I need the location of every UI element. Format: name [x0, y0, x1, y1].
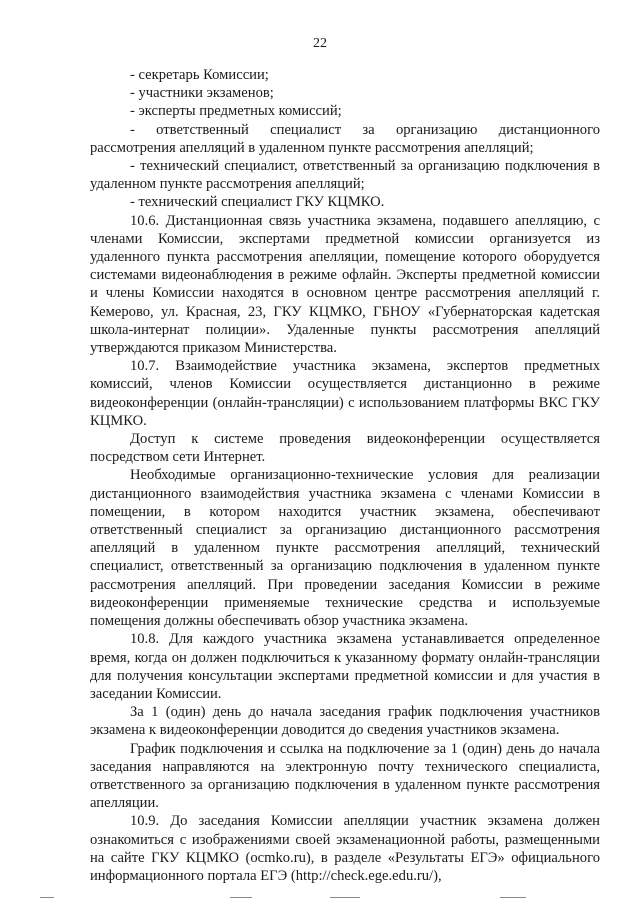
paragraph-schedule-link: График подключения и ссылка на подключение за 1 (один) день до начала заседания направляются на электронную почту технического специалиста, ответственного за организацию подключения в удаленном пункте рассмотрения апелляции.	[90, 740, 600, 812]
list-item-technical-specialist-gku: - технический специалист ГКУ КЦМКО.	[130, 194, 385, 211]
list-item-technical-specialist-remote: - технический специалист, ответственный за организацию подключения в удаленном пункте рассмотрения апелляций;	[90, 158, 600, 193]
paragraph-technical-conditions: Необходимые организационно-технические условия для реализации дистанционного взаимодействия участника экзамена с членами Комиссии в помещении, в котором находится участник экзамена, обеспечивают ответственный специалист за организацию дистанционного рассмотрения апелляций в удаленном пункте рассмотрения апелляций, технический специалист, ответственный за организацию подключения в удаленном пункте рассмотрения апелляций. При проведении заседания Комиссии в режиме видеоконференции применяемые технические средства и используемые помещения должны обеспечивать обзор участника экзамена.	[90, 467, 600, 630]
list-item-secretary: - секретарь Комиссии;	[130, 67, 269, 83]
document-body	[90, 66, 600, 885]
page-number: 22	[313, 36, 327, 51]
paragraph-internet-access: Доступ к системе проведения видеоконференции осуществляется посредством сети Интернет.	[90, 431, 600, 466]
list-item-participants: - участники экзаменов;	[130, 85, 274, 102]
paragraph-10-9: 10.9. До заседания Комиссии апелляции участник экзамена должен ознакомиться с изображениями своей экзаменационной работы, размещенными на сайте ГКУ КЦМКО (ocmko.ru), в разделе «Результаты ЕГЭ» официального информационного портала ЕГЭ (http://check.ege.edu.ru/),	[90, 813, 600, 884]
list-item-experts: - эксперты предметных комиссий;	[130, 103, 342, 120]
paragraph-10-6: 10.6. Дистанционная связь участника экзамена, подавшего апелляцию, с членами Комиссии, экспертами предметной комиссии организуется из удаленного пункта рассмотрения апелляции, помещение которого оборудуется системами видеонаблюдения в режиме офлайн. Эксперты предметной комиссии и члены Комиссии находятся в основном центре рассмотрения апелляций г. Кемерово, ул. Красная, 23, ГКУ КЦМКО, ГБНОУ «Губернаторская кадетская школа-интернат полиции». Удаленные пункты рассмотрения апелляций утверждаются приказом Министерства.	[90, 212, 600, 357]
paragraph-schedule: За 1 (один) день до начала заседания график подключения участников экзамена к видеоконференции доводится до сведения участников экзамена.	[90, 704, 600, 739]
scan-edge-marks	[0, 893, 640, 901]
list-item-responsible-specialist: - ответственный специалист за организацию дистанционного рассмотрения апелляций в удаленном пункте рассмотрения апелляций;	[90, 121, 600, 156]
paragraph-10-8: 10.8. Для каждого участника экзамена устанавливается определенное время, когда он должен подключиться к указанному формату онлайн-трансляции для получения консультации экспертами предметной комиссии и для участия в заседании Комиссии.	[90, 631, 600, 702]
paragraph-10-7: 10.7. Взаимодействие участника экзамена, экспертов предметных комиссий, членов Комиссии осуществляется дистанционно в режиме видеоконференции (онлайн-трансляции) с использованием платформы ВКС ГКУ КЦМКО.	[90, 358, 600, 429]
